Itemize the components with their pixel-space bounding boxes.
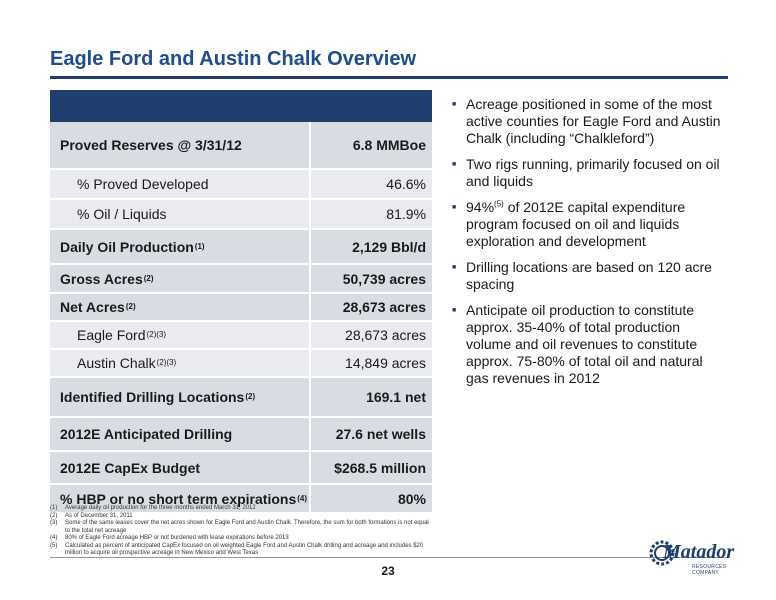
matador-logo (647, 536, 735, 576)
bullet-square-icon: ■ (452, 307, 457, 314)
table-row-drilling-locations: Identified Drilling Locations (2) 169.1 net (50, 378, 432, 418)
row-value: 81.9% (386, 206, 426, 222)
bullet-square-icon: ■ (452, 264, 457, 271)
footer-divider (50, 557, 728, 558)
footnote-text: 80% of Eagle Ford acreage HBP or not burdened with lease expirations before 2013 (65, 535, 289, 541)
bullet-text: Drilling locations are based on 120 acre spacing (466, 259, 712, 292)
bullet-square-icon: ■ (452, 101, 457, 108)
footnote-number: (3) (50, 520, 58, 526)
row-label: 2012E Anticipated Drilling (60, 426, 233, 442)
bullet-square-icon: ■ (452, 204, 457, 211)
footnote-text: As of December 31, 2011 (65, 512, 133, 519)
table-row-hbp: % HBP or no short term expirations (4) 80% (50, 485, 432, 514)
row-label: Daily Oil Production (60, 238, 194, 255)
footnote-number: (1) (50, 505, 58, 511)
row-value: 169.1 net (366, 389, 426, 405)
row-label: 2012E CapEx Budget (60, 459, 201, 476)
footnote-number: (5) (50, 542, 58, 549)
table-row-eagle-ford: Eagle Ford (2)(3) 28,673 acres (50, 322, 432, 350)
row-value: 28,673 acres (342, 299, 426, 315)
row-label: Identified Drilling Locations (60, 389, 245, 405)
footnote-number: (4) (50, 535, 58, 541)
footnote-text: Calculated as percent of anticipated CapEx focused on oil weighted Eagle Ford and Austin Chalk drilling and acreage and includes $20 million to acquire oil prospective acreage in New Mexico and West Texas (65, 542, 424, 556)
footnote (50, 505, 430, 513)
bullet-item (452, 302, 722, 387)
table-row-proved-reserves (50, 122, 432, 170)
footnote-text: Some of the same leases cover the net acres shown for Eagle Ford and Austin Chalk. Therefore, the sum for both formations is not equal to the total net acreage (65, 520, 429, 534)
row-label: Net Acres (60, 299, 125, 315)
table-header-bar (50, 90, 432, 122)
bullet-item (452, 259, 722, 293)
row-label: Proved Reserves @ 3/31/12 (60, 137, 242, 153)
row-label: Eagle Ford (77, 327, 146, 343)
footnote (50, 513, 430, 521)
bullet-item (452, 156, 722, 190)
title-divider (50, 76, 728, 79)
logo-tagline: RESOURCES COMPANY (692, 564, 727, 576)
footnote-text: Average daily oil production for the three months ended March 31, 2012 (65, 505, 256, 511)
bullet-square-icon: ■ (452, 161, 457, 168)
footnote-number: (2) (50, 512, 58, 519)
row-value: 27.6 net wells (335, 426, 426, 442)
row-value: 14,849 acres (345, 355, 426, 371)
table-row-anticipated-drilling (50, 418, 432, 452)
table-row-oil-liquids (50, 200, 432, 230)
page-number: 23 (381, 564, 395, 578)
footnote (50, 535, 430, 543)
table-row-gross-acres: Gross Acres (2) 50,739 acres (50, 265, 432, 294)
footnote (50, 520, 430, 535)
row-label: Gross Acres (60, 270, 143, 287)
bullet-list (452, 96, 722, 396)
bullet-text-cont: of 2012E capital expenditure program focused on oil and liquids exploration and development (466, 199, 686, 249)
logo-wordmark: Matador (663, 541, 735, 563)
footnotes (50, 505, 430, 558)
row-label: Austin Chalk (77, 355, 156, 371)
footnote (50, 543, 430, 558)
bullet-text: Anticipate oil production to constitute approx. 35-40% of total production volume and oil revenues to constitute approx. 75-80% of total oil and natural gas revenues in 2012 (466, 302, 703, 386)
row-label: % HBP or no short term expirations (60, 490, 297, 507)
table-row-net-acres: Net Acres (2) 28,673 acres (50, 294, 432, 322)
bullet-text: Acreage positioned in some of the most active counties for Eagle Ford and Austin Chalk (including “Chalkleford”) (466, 96, 721, 146)
row-value: 28,673 acres (345, 327, 426, 343)
bullet-item (452, 96, 722, 147)
overview-table (50, 90, 432, 514)
row-value: 80% (397, 490, 426, 507)
table-row-proved-developed (50, 170, 432, 200)
bullet-item (452, 199, 722, 250)
table-row-austin-chalk: Austin Chalk (2)(3) 14,849 acres (50, 350, 432, 378)
bullet-footnote-ref: (5) (494, 199, 504, 209)
row-value: 6.8 MMBoe (352, 137, 426, 153)
row-value: 46.6% (386, 176, 426, 192)
bullet-text: 94% (466, 199, 495, 215)
row-label: % Proved Developed (77, 176, 209, 192)
bullet-text: Two rigs running, primarily focused on oil and liquids (466, 156, 720, 189)
table-row-daily-oil-production: Daily Oil Production (1) 2,129 Bbl/d (50, 230, 432, 265)
row-value: 50,739 acres (342, 270, 426, 287)
row-value: $268.5 million (334, 459, 426, 476)
table-row-capex-budget (50, 452, 432, 485)
row-label: % Oil / Liquids (77, 206, 167, 222)
slide-title: Eagle Ford and Austin Chalk Overview (50, 48, 417, 70)
row-value: 2,129 Bbl/d (352, 238, 426, 255)
